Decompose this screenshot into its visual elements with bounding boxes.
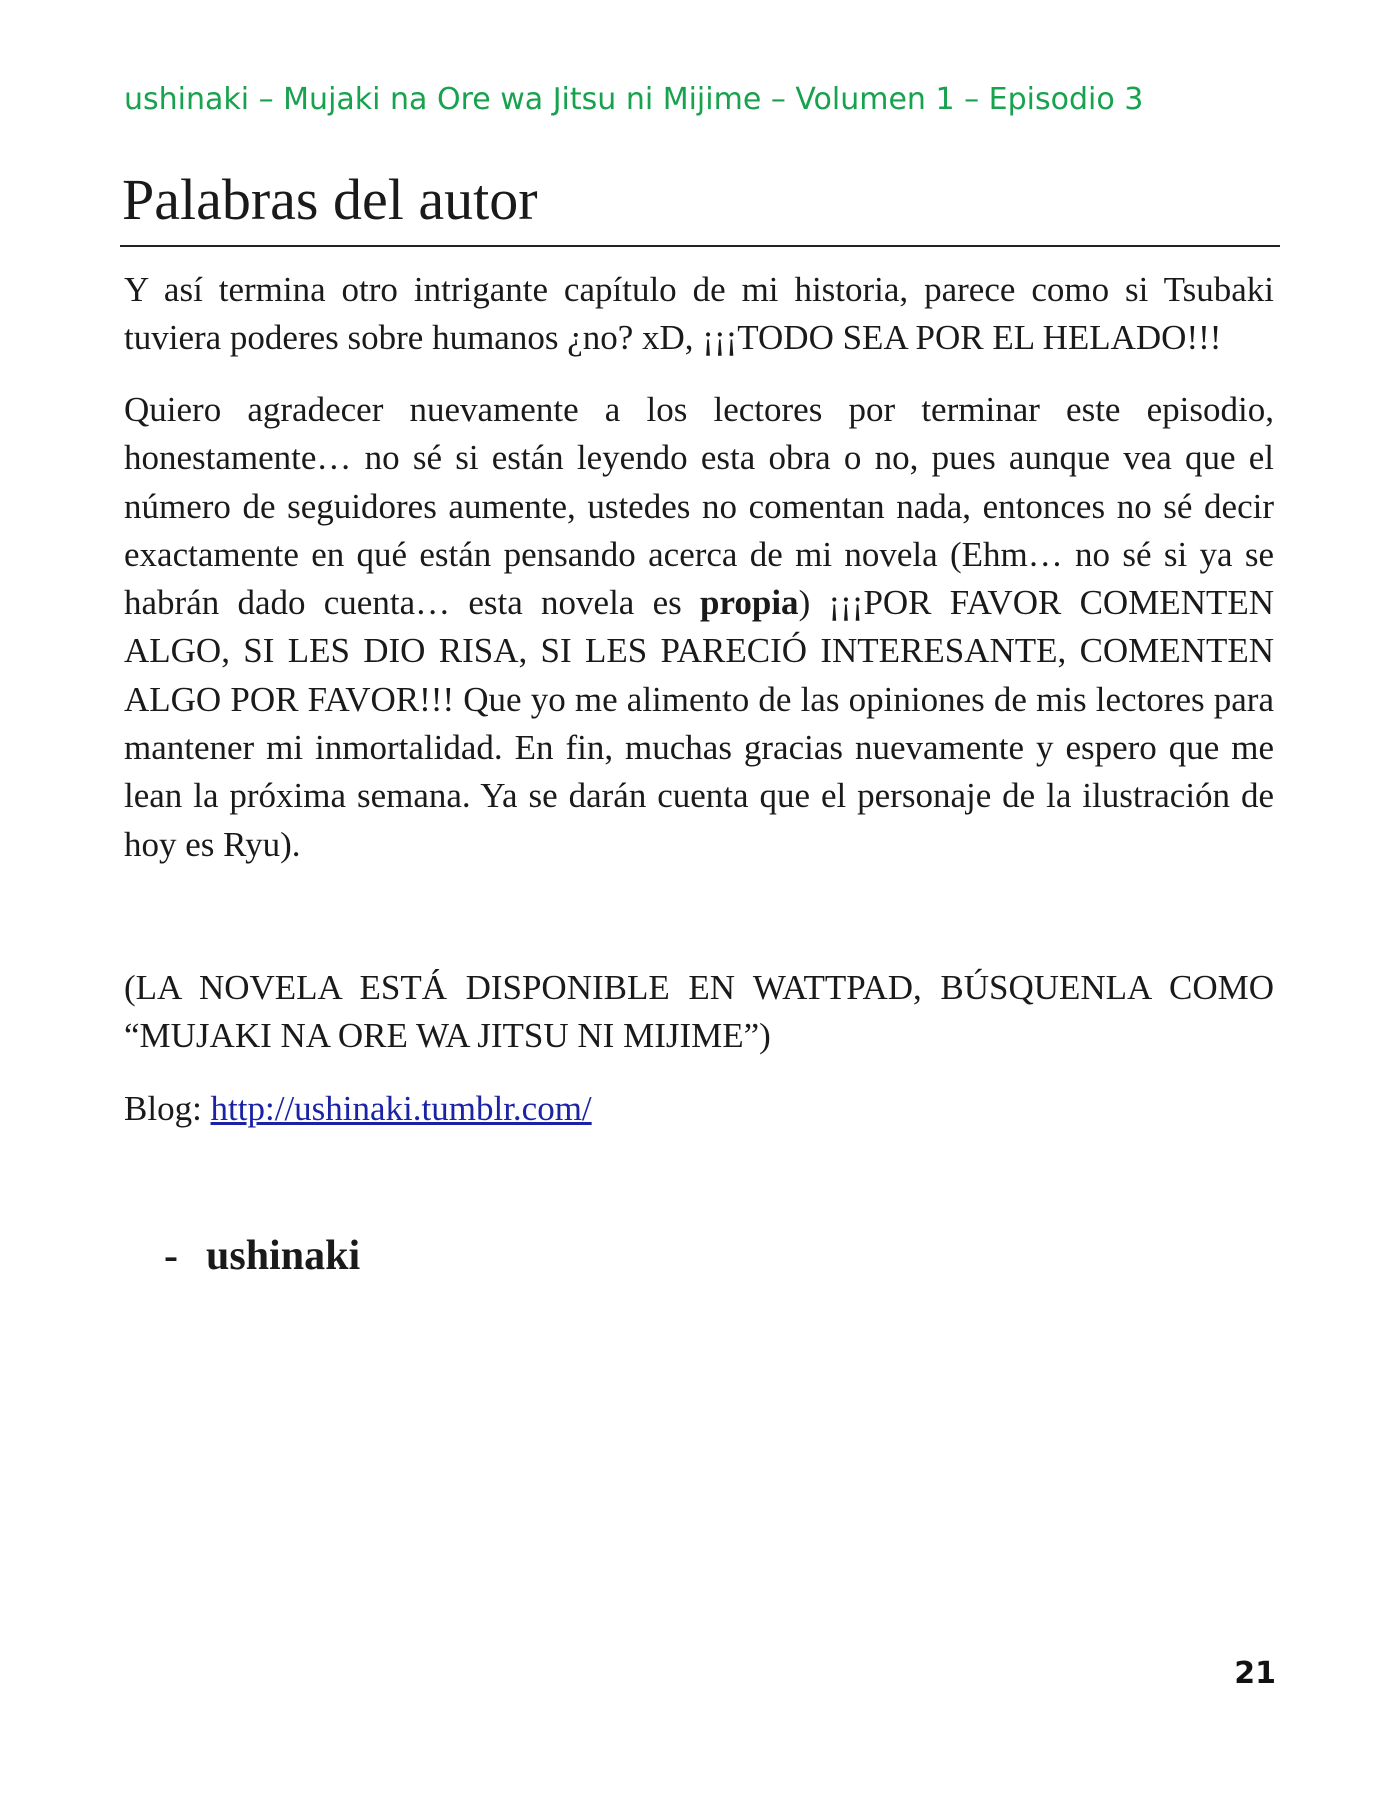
signature-dash: - [164, 1233, 178, 1279]
wattpad-notice: (LA NOVELA ESTÁ DISPONIBLE EN WATTPAD, BÚSQUENLA COMO “MUJAKI NA ORE WA JITSU NI MIJIME”) [124, 968, 1274, 1056]
signature-name: ushinaki [206, 1233, 361, 1279]
author-signature [164, 1228, 360, 1284]
title-underline [120, 245, 1280, 247]
running-header: ushinaki – Mujaki na Ore wa Jitsu ni Mijime – Volumen 1 – Episodio 3 [124, 82, 1144, 117]
paragraph-thanks [124, 386, 1274, 869]
page-number: 21 [1234, 1656, 1276, 1691]
section-title: Palabras del autor [122, 167, 538, 232]
paragraph-thanks-text-2: ) ¡¡¡POR FAVOR COMENTEN ALGO, SI LES DIO RISA, SI LES PARECIÓ INTERESANTE, COMENTEN ALGO POR FAVOR!!! Que yo me alimento de las opiniones de mis lectores para mantener mi inmortalidad. En fin, muchas gracias nuevamente y espero que me lean la próxima semana. Ya se darán cuenta que el personaje de la ilustración de hoy es Ryu). [124, 583, 1274, 864]
blog-link[interactable]: http://ushinaki.tumblr.com/ [210, 1089, 592, 1128]
bold-word-propia: propia [700, 583, 799, 623]
blog-label: Blog: [124, 1089, 211, 1128]
paragraph-intro: Y así termina otro intrigante capítulo de mi historia, parece como si Tsubaki tuviera poderes sobre humanos ¿no? xD, ¡¡¡TODO SEA POR EL HELADO!!! [124, 270, 1274, 358]
blog-line [124, 1085, 1274, 1133]
paragraph-thanks-text-1: Quiero agradecer nuevamente a los lectores por terminar este episodio, honestamente… no sé si están leyendo esta obra o no, pues aunque vea que el número de seguidores aumente, ustedes no comentan nada, entonces no sé decir exactamente en qué están pensando acerca de mi novela (Ehm… no sé si ya se habrán dado cuenta… esta novela es [124, 390, 1274, 623]
